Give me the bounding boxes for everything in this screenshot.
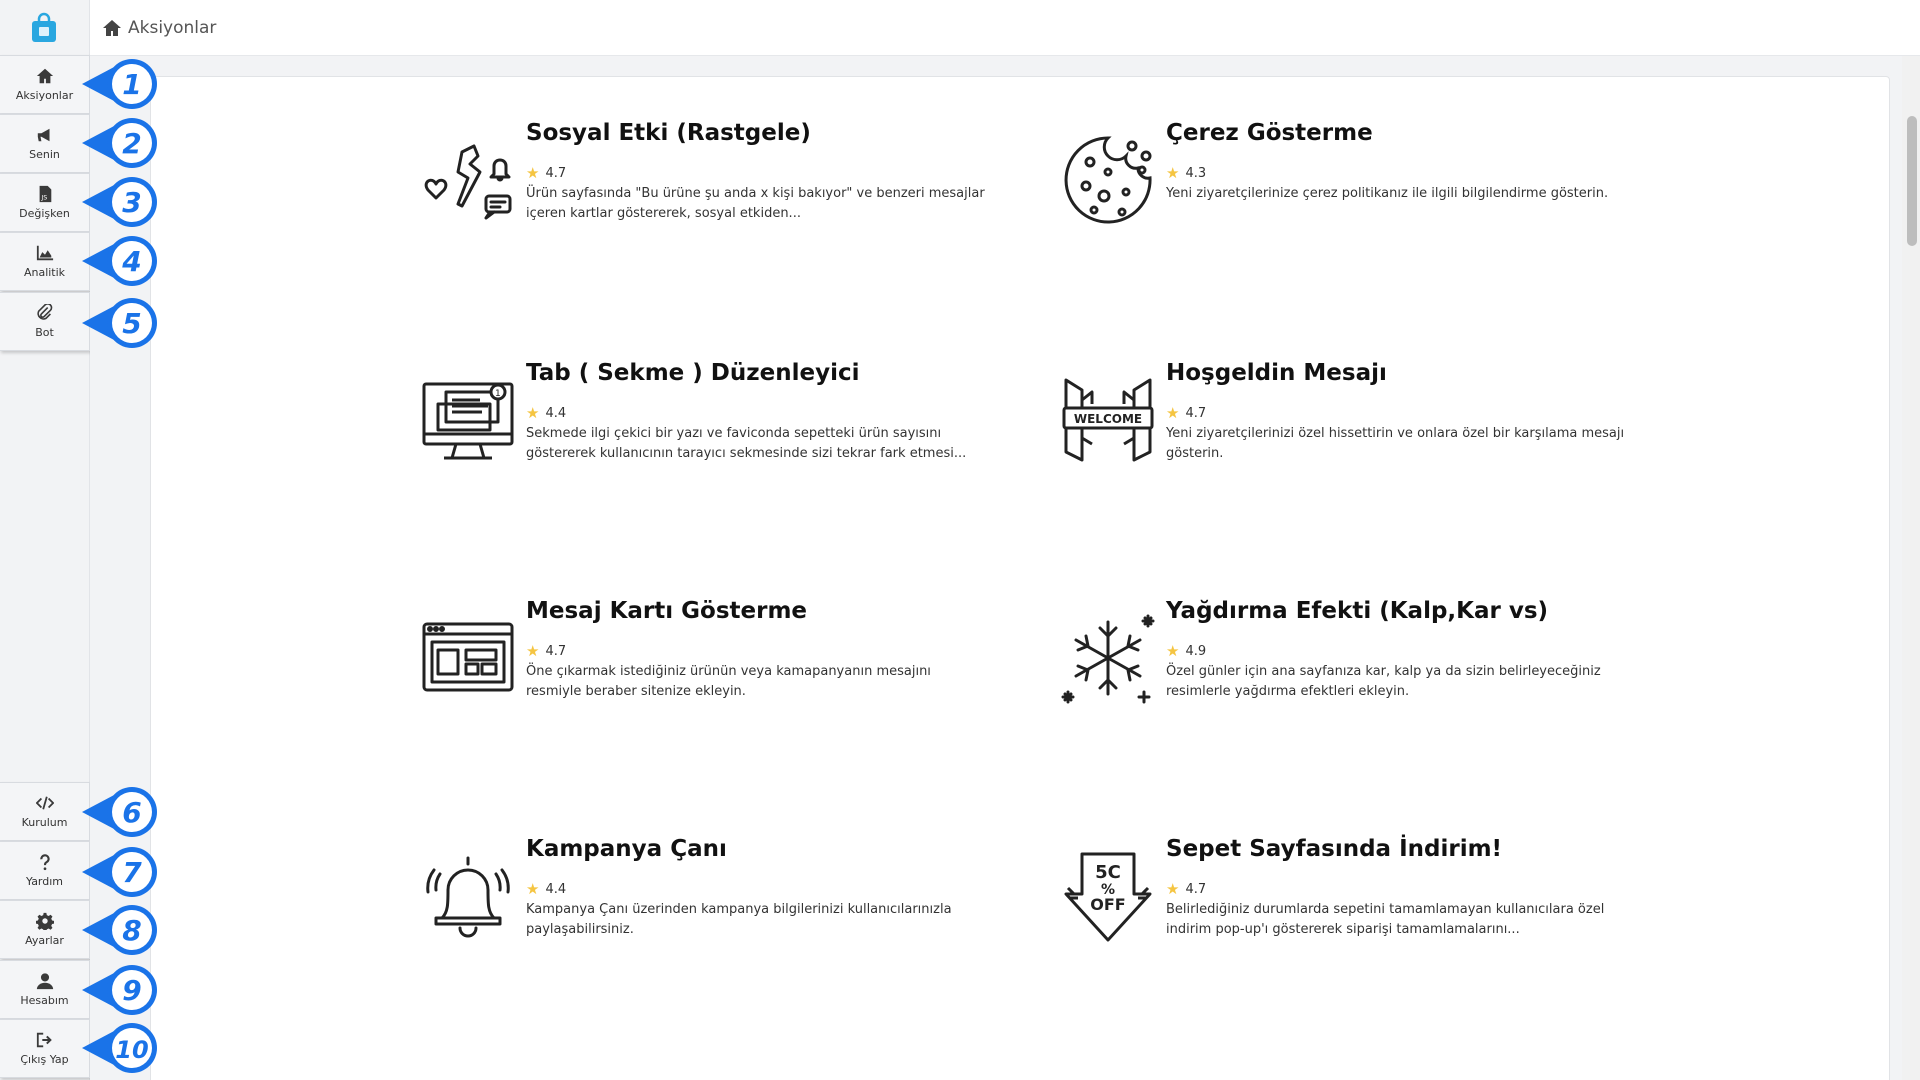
action-rating — [526, 164, 566, 182]
number-marker-8 — [80, 902, 160, 958]
sidebar-item-label: Analitik — [23, 266, 66, 279]
sidebar-item-analitik[interactable] — [0, 232, 90, 291]
action-rating — [1166, 642, 1206, 660]
rating-value: 4.9 — [1185, 643, 1207, 659]
action-title[interactable]: Sosyal Etki (Rastgele) — [526, 120, 811, 146]
action-card-mesaj-karti[interactable] — [420, 598, 980, 738]
action-description: Yeni ziyaretçilerinize çerez politikanız ile ilgili bilgilendirme gösterin. — [1166, 186, 1609, 201]
star-icon: ★ — [1166, 880, 1180, 898]
action-description: Özel günler için ana sayfanıza kar, kalp ya da sizin belirleyeceğiniz resimlerle yağdırma efektleri ekleyin. — [1166, 664, 1601, 699]
sidebar-item-degisken[interactable] — [0, 173, 90, 232]
browser-window-icon — [420, 610, 516, 706]
cookie-icon — [1060, 132, 1156, 228]
number-marker-2 — [80, 115, 160, 171]
marker-number: 4 — [122, 245, 142, 278]
sidebar-item-hesabim[interactable] — [0, 960, 90, 1019]
action-title[interactable]: Çerez Gösterme — [1166, 120, 1373, 146]
action-rating — [1166, 404, 1206, 422]
js-file-icon — [36, 185, 54, 203]
action-card-yagdirma[interactable] — [1060, 598, 1620, 738]
rating-value: 4.7 — [545, 165, 567, 181]
shopping-bag-logo-icon[interactable] — [28, 12, 60, 44]
number-marker-4 — [80, 233, 160, 289]
sidebar-item-aksiyonlar[interactable] — [0, 55, 90, 114]
sidebar-item-cikis-yap[interactable] — [0, 1019, 90, 1078]
star-icon: ★ — [1166, 404, 1180, 422]
action-title[interactable]: Kampanya Çanı — [526, 836, 727, 862]
welcome-banner-icon — [1060, 372, 1156, 468]
number-marker-9 — [80, 962, 160, 1018]
number-marker-6 — [80, 784, 160, 840]
code-icon — [36, 794, 54, 812]
rating-value: 4.7 — [1185, 881, 1207, 897]
marker-number: 8 — [122, 914, 142, 947]
action-title[interactable]: Hoşgeldin Mesajı — [1166, 360, 1387, 386]
megaphone-icon — [36, 126, 54, 144]
scrollbar-track[interactable] — [1902, 56, 1920, 1080]
breadcrumb[interactable]: Aksiyonlar — [128, 17, 217, 38]
sidebar-item-senin[interactable] — [0, 114, 90, 173]
number-marker-10 — [80, 1020, 160, 1076]
rating-value: 4.7 — [545, 643, 567, 659]
sidebar-item-label: Aksiyonlar — [15, 89, 74, 102]
scrollbar-thumb[interactable] — [1907, 116, 1917, 246]
sidebar-item-kurulum[interactable] — [0, 782, 90, 841]
actions-panel — [150, 76, 1890, 1080]
sidebar-item-yardim[interactable] — [0, 841, 90, 900]
rating-value: 4.4 — [545, 405, 567, 421]
snowflake-icon — [1060, 610, 1156, 706]
action-rating — [526, 404, 566, 422]
action-card-cerez[interactable] — [1060, 120, 1620, 260]
action-title[interactable]: Yağdırma Efekti (Kalp,Kar vs) — [1166, 598, 1549, 624]
star-icon: ★ — [526, 880, 540, 898]
sidebar-item-label: Yardım — [25, 875, 64, 888]
star-icon: ★ — [526, 164, 540, 182]
sidebar-item-label: Değişken — [19, 207, 70, 220]
sign-out-icon — [36, 1031, 54, 1049]
user-icon — [36, 972, 54, 990]
action-description: Öne çıkarmak istediğiniz ürünün veya kamapanyanın mesajını resmiyle beraber sitenize ekleyin. — [526, 664, 931, 699]
marker-number: 10 — [115, 1036, 149, 1064]
sidebar — [0, 0, 90, 1080]
marker-number: 7 — [122, 856, 142, 889]
sidebar-item-label: Kurulum — [21, 816, 68, 829]
marker-number: 6 — [122, 796, 142, 829]
svg-text:JS: JS — [40, 194, 47, 202]
star-icon: ★ — [526, 642, 540, 660]
question-icon — [36, 853, 54, 871]
area-chart-icon — [36, 244, 54, 262]
number-marker-3 — [80, 174, 160, 230]
sidebar-item-ayarlar[interactable] — [0, 900, 90, 959]
sidebar-item-label: Bot — [35, 326, 54, 339]
action-description: Kampanya Çanı üzerinden kampanya bilgilerinizi kullanıcılarınızla paylaşabilirsiniz. — [526, 902, 952, 937]
monitor-tab-icon — [420, 372, 516, 468]
action-card-sepet-indirim[interactable] — [1060, 836, 1620, 976]
action-title[interactable]: Tab ( Sekme ) Düzenleyici — [526, 360, 860, 386]
discount-top-text: 5C — [1095, 862, 1121, 883]
sidebar-item-label: Senin — [29, 148, 60, 161]
marker-number: 5 — [122, 307, 142, 340]
action-description: Belirlediğiniz durumlarda sepetini tamamlamayan kullanıcılara özel indirim pop-up'ı göstererek siparişi tamamlamalarını... — [1166, 902, 1605, 937]
action-description: Sekmede ilgi çekici bir yazı ve faviconda sepetteki ürün sayısını göstererek kullanıcının tarayıcı sekmesinde sizi tekrar fark etmesi... — [526, 426, 967, 461]
welcome-text: WELCOME — [1073, 412, 1143, 426]
header-bar — [90, 0, 1920, 56]
action-title[interactable]: Mesaj Kartı Gösterme — [526, 598, 808, 624]
action-card-hosgeldin[interactable] — [1060, 360, 1625, 500]
discount-percent-text: % — [1100, 882, 1116, 898]
rating-value: 4.7 — [1185, 405, 1207, 421]
sidebar-item-label: Ayarlar — [25, 934, 64, 947]
discount-off-text: OFF — [1090, 895, 1126, 914]
home-icon[interactable] — [102, 18, 122, 38]
svg-text:1: 1 — [495, 389, 501, 399]
number-marker-5 — [80, 295, 160, 351]
action-card-kampanya-cani[interactable] — [420, 836, 980, 976]
social-proof-icon — [420, 132, 516, 228]
discount-tag-icon — [1060, 848, 1156, 944]
action-card-tab-duzenleyici[interactable] — [420, 360, 980, 500]
sidebar-item-bot[interactable] — [0, 292, 90, 351]
marker-number: 1 — [122, 68, 142, 101]
sidebar-item-label: Hesabım — [20, 994, 69, 1007]
bell-icon — [420, 848, 516, 944]
star-icon: ★ — [1166, 642, 1180, 660]
home-icon — [36, 67, 54, 85]
number-marker-7 — [80, 844, 160, 900]
action-rating — [1166, 164, 1206, 182]
sidebar-item-label: Çıkış Yap — [20, 1053, 69, 1066]
star-icon: ★ — [526, 404, 540, 422]
action-rating — [526, 880, 566, 898]
paperclip-icon — [36, 304, 54, 322]
action-description: Ürün sayfasında "Bu ürüne şu anda x kişi bakıyor" ve benzeri mesajlar içeren kartlar göstererek, sosyal etkiden... — [526, 186, 985, 221]
gear-icon — [36, 912, 54, 930]
marker-number: 2 — [122, 127, 142, 160]
action-card-sosyal-etki[interactable] — [420, 120, 985, 260]
action-title[interactable]: Sepet Sayfasında İndirim! — [1166, 836, 1503, 862]
action-rating — [1166, 880, 1206, 898]
number-marker-1 — [80, 56, 160, 112]
rating-value: 4.4 — [545, 881, 567, 897]
marker-number: 9 — [122, 974, 142, 1007]
rating-value: 4.3 — [1185, 165, 1207, 181]
star-icon: ★ — [1166, 164, 1180, 182]
action-rating — [526, 642, 566, 660]
action-description: Yeni ziyaretçilerinizi özel hissettirin ve onlara özel bir karşılama mesajı gösterin. — [1166, 426, 1625, 461]
marker-number: 3 — [122, 186, 142, 219]
